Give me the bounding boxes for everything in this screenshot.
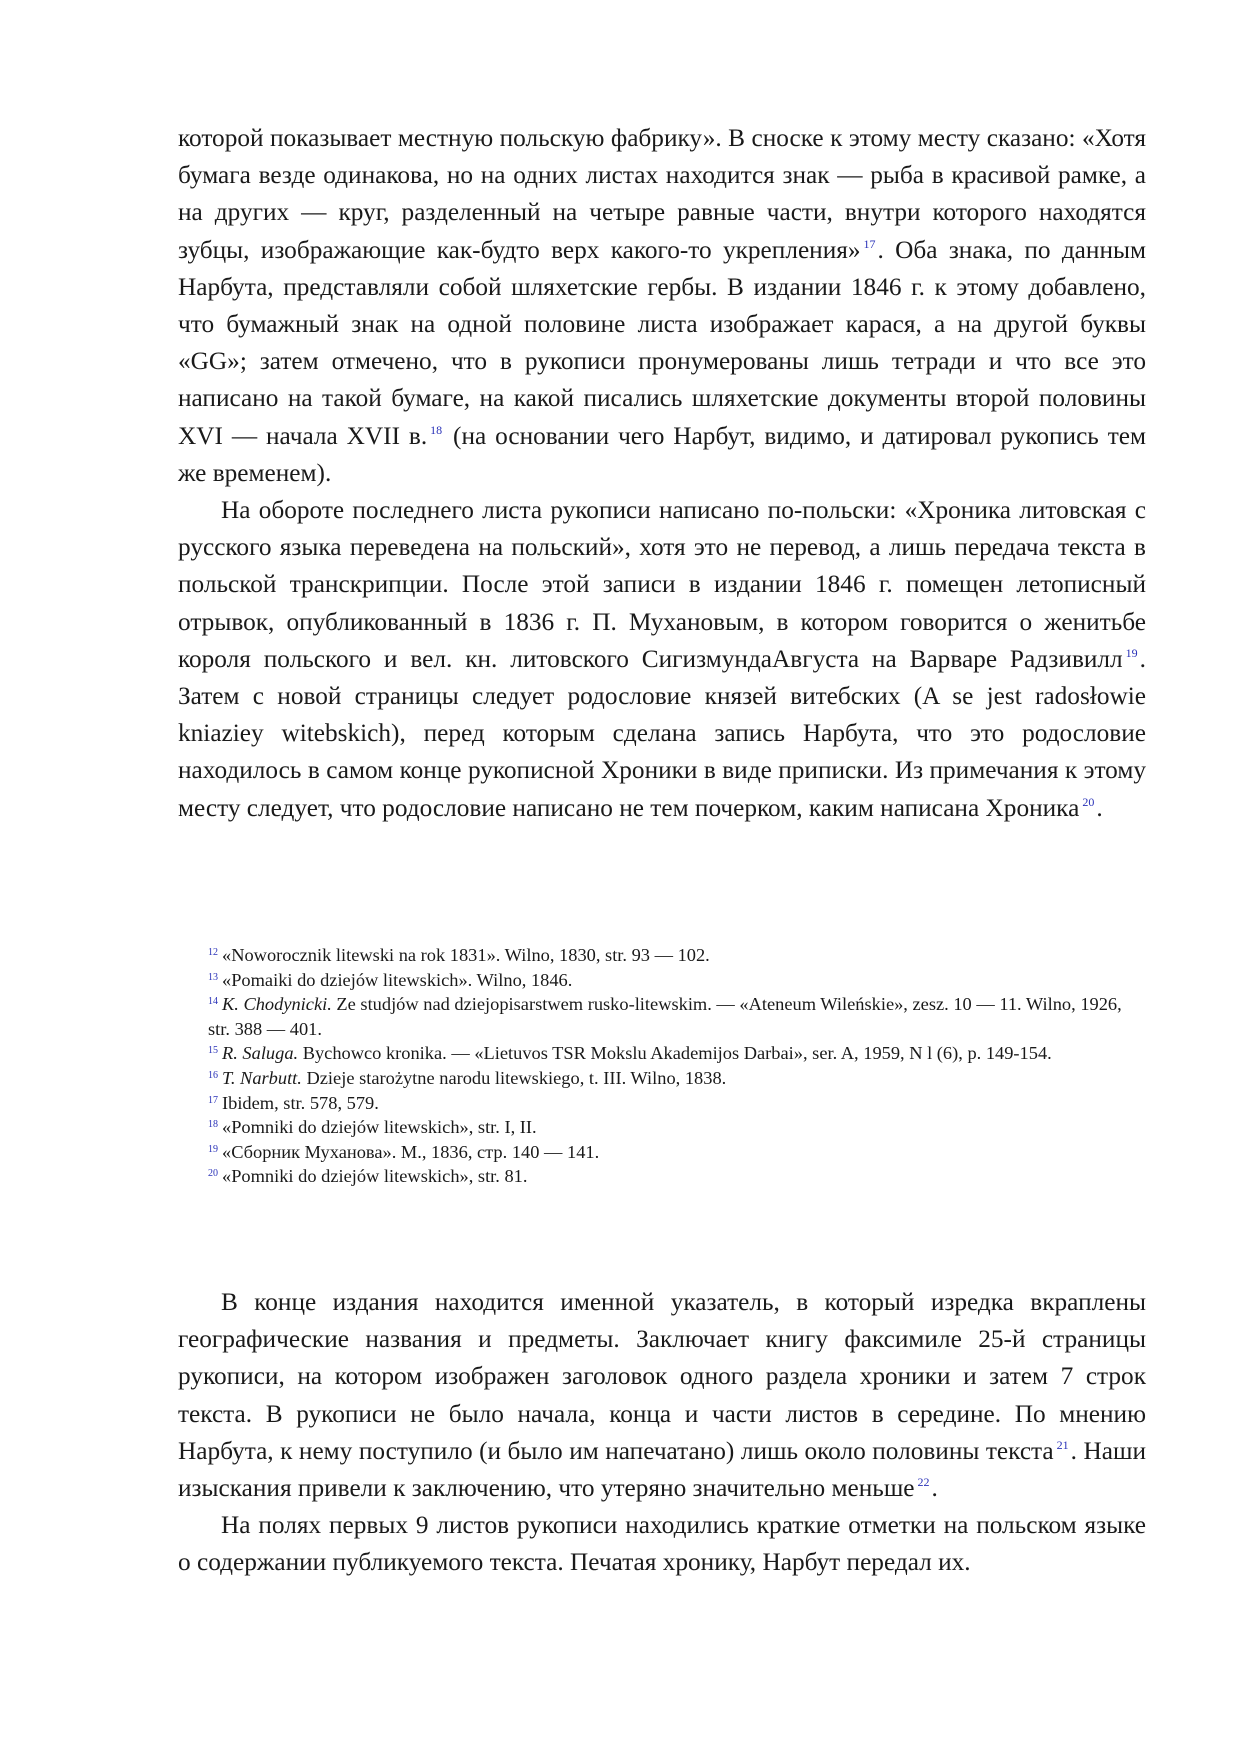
continued-text-block (178, 1284, 1146, 1582)
paragraph-2 (178, 492, 1146, 827)
footnote-ref-22[interactable]: 22 (917, 1475, 930, 1490)
footnote-number: 19 (208, 1143, 218, 1155)
footnote-text: «Pomniki do dziejów litewskich», str. I, II. (222, 1117, 537, 1138)
footnote-item (208, 992, 1144, 1041)
footnote-number: 13 (208, 971, 218, 983)
paragraph-3 (178, 1284, 1146, 1507)
footnote-text: «Noworocznik litewski na rok 1831». Wilno, 1830, str. 93 — 102. (222, 945, 710, 965)
footnote-text: «Pomniki do dziejów litewskich», str. 81. (222, 1166, 528, 1187)
footnote-item (208, 943, 1144, 968)
footnote-ref-21[interactable]: 21 (1056, 1437, 1069, 1452)
paragraph-1-text-c: (на основании чего Нарбут, видимо, и датировал рукопись тем же временем). (178, 421, 1146, 487)
footnote-author: R. Saluga. (222, 1043, 299, 1064)
footnote-text: Bychowco kronika. — «Lietuvos TSR Mokslu Akademijos Darbai», ser. A, 1959, N l (6), p. 149-154. (298, 1043, 1052, 1064)
paragraph-1 (178, 120, 1146, 492)
footnote-ref-19[interactable]: 19 (1125, 645, 1138, 660)
paragraph-1-text-a: которой показывает местную польскую фабрику». В сноске к этому месту сказано: «Хотя бумага везде одинакова, но на одних листах находится знак — рыба в красивой рамке, а на других — круг, разделенный на четыре равные части, внутри которого находятся зубцы, изображающие как-будто верх какого-то укрепления» (178, 124, 1146, 264)
paragraph-4 (178, 1507, 1146, 1581)
footnote-text: Dzieje starożytne narodu litewskiego, t. III. Wilno, 1838. (301, 1067, 727, 1088)
footnote-item (208, 1066, 1144, 1091)
footnote-number: 12 (208, 947, 218, 958)
paragraph-1-text-b: . Оба знака, по данным Нарбута, представляли собой шляхетские гербы. В издании 1846 г. к этому добавлено, что бумажный знак на одной половине листа изображает карася, а на другой буквы «GG»; затем отмечено, что в рукописи пронумерованы лишь тетради и что все это написано на такой бумаге, на какой писались шляхетские документы второй половины XVI — начала XVII в. (178, 235, 1146, 450)
footnote-text: «Pomaiki do dziejów litewskich». Wilno, 1846. (222, 969, 573, 990)
footnote-ref-18[interactable]: 18 (430, 422, 443, 437)
paragraph-2-text-a: На обороте последнего листа рукописи написано по-польски: «Хроника литовская с русского языка переведена на польский», хотя это не перевод, а лишь передача текста в польской транскрипции. После этой записи в издании 1846 г. помещен летописный отрывок, опубликованный в 1836 г. П. Мухановым, в котором говорится о женитьбе короля польского и вел. кн. литовского СигизмундаАвгуста на Варваре Радзивилл (178, 496, 1146, 673)
footnote-text: Ibidem, str. 578, 579. (222, 1092, 379, 1113)
footnote-item (208, 1140, 1144, 1165)
footnote-text: Ze studjów nad dziejopisarstwem rusko-litewskim. — «Ateneum Wileńskie», zesz. 10 — 11. Wilno, 1926, str. 388 — 401. (208, 994, 1122, 1039)
footnote-item (208, 1164, 1144, 1189)
footnotes-list (208, 943, 1144, 1189)
footnote-number: 20 (208, 1168, 218, 1180)
paragraph-2-text-b: . Затем с новой страницы следует родословие князей витебских (A se jest radosłowie kniaziey witebskich), перед которым сделана запись Нарбута, что это родословие находилось в самом конце рукописной Хроники в виде приписки. Из примечания к этому месту следует, что родословие написано не тем почерком, каким написана Хроника (178, 644, 1146, 822)
main-text-block (178, 120, 1146, 827)
paragraph-2-text-c: . (1096, 793, 1103, 822)
footnote-number: 18 (208, 1119, 218, 1131)
footnote-number: 15 (208, 1045, 218, 1057)
footnote-author: T. Narbutt. (222, 1067, 302, 1088)
footnote-author: K. Chodynicki. (222, 994, 332, 1015)
footnote-item (208, 968, 1144, 993)
footnote-item (208, 1091, 1144, 1116)
paragraph-3-text-a: В конце издания находится именной указатель, в который изредка вкраплены географические названия и предметы. Заключает книгу факсимиле 25-й страницы рукописи, на котором изображен заголовок одного раздела хроники и затем 7 строк текста. В рукописи не было начала, конца и части листов в середине. По мнению Нарбута, к нему поступило (и было им напечатано) лишь около половины текста (178, 1288, 1146, 1465)
footnote-item (208, 1041, 1144, 1066)
paragraph-3-text-b: . Наши изыскания привели к заключению, что утеряно значительно меньше (178, 1436, 1146, 1503)
paragraph-3-text-c: . (931, 1474, 938, 1503)
footnote-number: 14 (208, 996, 218, 1008)
footnote-item (208, 1115, 1144, 1140)
footnote-number: 16 (208, 1069, 218, 1081)
footnote-text: «Сборник Муханова». М., 1836, стр. 140 — 141. (222, 1141, 600, 1162)
paragraph-4-text: На полях первых 9 листов рукописи находились краткие отметки на польском языке о содержании публикуемого текста. Печатая хронику, Нарбут передал их. (178, 1511, 1146, 1577)
footnote-ref-20[interactable]: 20 (1082, 794, 1095, 809)
footnote-ref-17[interactable]: 17 (863, 236, 876, 251)
footnote-number: 17 (208, 1094, 218, 1106)
